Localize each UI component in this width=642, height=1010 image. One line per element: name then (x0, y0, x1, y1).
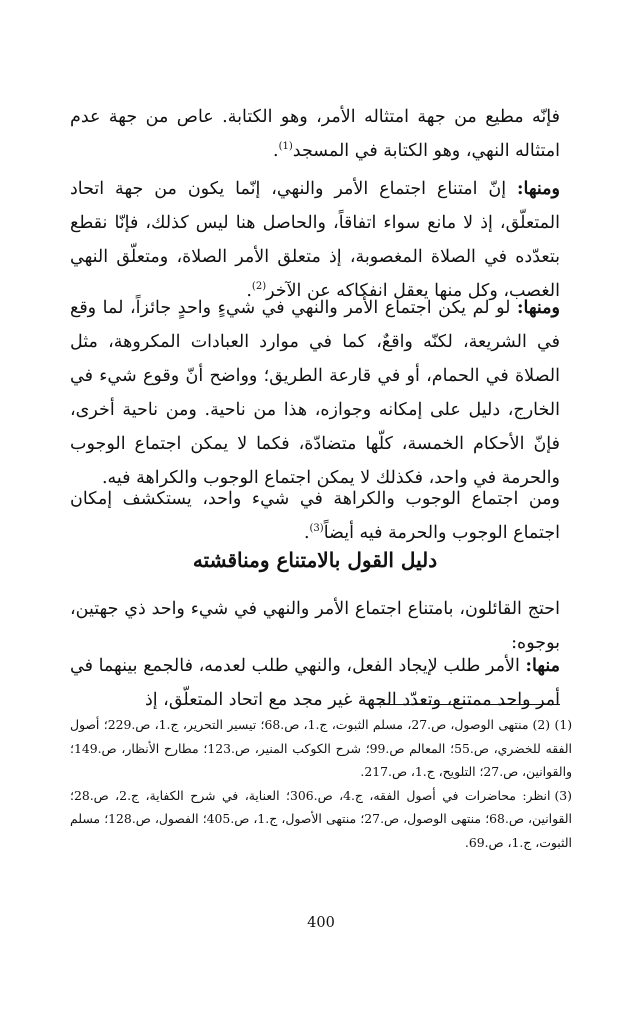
paragraph-text: لو لم يكن اجتماع الأمر والنهي في شيءٍ واحدٍ جائزاً، لما وقع في الشريعة، لكنّه واقعٌ، كما في موارد العبادات المكروهة، مثل الصلاة في الحمام، أو في قارعة الطريق؛ وواضح أنّ وقوع شيء في الخارج، دليل على إمكانه وجوازه، هذا من ناحية. ومن ناحية أخرى، فإنّ الأحكام الخمسة، كلّها متضادّة، فكما لا يمكن اجتماع الوجوب والحرمة في واحد، فكذلك لا يمكن اجتماع الوجوب والكراهة فيه. (70, 298, 560, 488)
paragraph-lead: منها: (525, 656, 560, 676)
paragraph-lead: ومنها: (517, 179, 560, 199)
paragraph-text: إنّ امتناع اجتماع الأمر والنهي، إنّما يكون من جهة اتحاد المتعلّق، إذ لا مانع سواء اتفاقاً، والحاصل هنا ليس كذلك، فإنّا نقطع بتعدّده في الصلاة المغصوبة، إذ متعلق الأمر الصلاة، ومتعلّق النهي الغصب، وكل منها يعقل انفكاكه عن الآخر (70, 179, 560, 301)
paragraph-tail: . (246, 281, 252, 301)
footnote-ref: (1) (278, 141, 293, 153)
paragraph-continuation (70, 100, 560, 168)
paragraph-text: احتج القائلون، بامتناع اجتماع الأمر والنهي في شيء واحد ذي جهتين، بوجوه: (70, 599, 560, 653)
page-number: 400 (307, 915, 335, 931)
paragraph-text: الأمر طلب لإيجاد الفعل، والنهي طلب لعدمه، فالجمع بينهما في أمر واحد ممتنع، وتعدّد الجهة غير مجد مع اتحاد المتعلّق، إذ (70, 656, 560, 710)
footnote-number: (1) (2) (532, 717, 573, 732)
paragraph-separate-aspects (70, 172, 560, 308)
paragraph-lead: ومنها: (517, 298, 560, 318)
paragraph-tail: . (273, 141, 279, 161)
footnotes (70, 713, 572, 855)
footnote-ref: (3) (309, 523, 324, 535)
footnote-text: انظر: محاضرات في أصول الفقه، ج.4، ص.306؛ العناية، في شرح الكفاية، ج.2، ص.28؛ القوانين، ص.68؛ منتهى الوصول، ص.27؛ منتهى الأصول، ج.1، ص.405؛ الفصول، ص.128؛ مسلم الثبوت، ج.1، ص.69. (70, 787, 572, 850)
footnote-number: (3) (554, 787, 573, 803)
paragraph-text: ومن اجتماع الوجوب والكراهة في شيء واحد، يستكشف إمكان اجتماع الوجوب والحرمة فيه أيضاً (70, 489, 560, 543)
footnote-text: منتهى الوصول، ص.27، مسلم الثبوت، ج.1، ص.68؛ تيسير التحرير، ج.1، ص.229؛ أصول الفقه للخضري، ص.55؛ المعالم ص.99؛ شرح الكوكب المنير، ص.123؛ مطارح الأنظار، ص.149؛ والقوانين، ص.27؛ التلويح، ج.1، ص.217. (70, 717, 572, 780)
paragraph-first-argument (70, 649, 560, 717)
paragraph-conclusion (70, 482, 560, 550)
footnote (70, 784, 572, 855)
footnote (70, 713, 572, 784)
section-heading: دليل القول بالامتناع ومناقشته (192, 548, 438, 572)
footnote-ref: (2) (251, 281, 267, 293)
footnote-divider (372, 704, 560, 705)
paragraph-occurrence-argument (70, 291, 560, 495)
paragraph-text: فإنّه مطيع من جهة امتثاله الأمر، وهو الكتابة. عاص من جهة عدم امتثاله النهي، وهو الكتابة في المسجد (70, 107, 560, 161)
paragraph-tail: . (303, 523, 310, 543)
